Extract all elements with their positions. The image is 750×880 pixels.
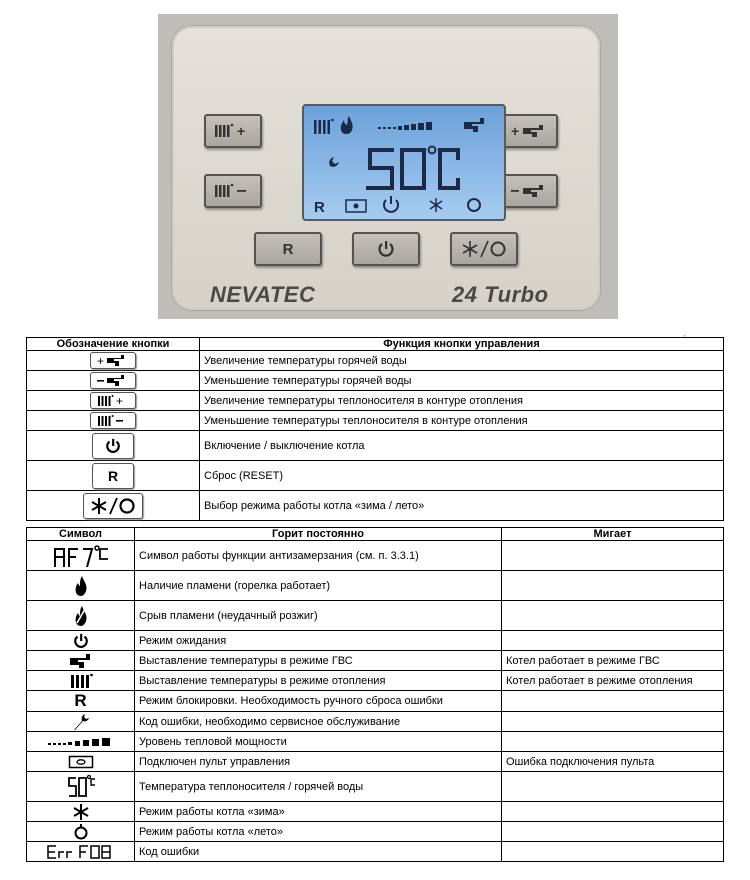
header-steady: Горит постоянно (135, 528, 502, 541)
table-row (27, 541, 724, 571)
symbol-blink-text: Котел работает в режиме отопления (502, 671, 724, 691)
symbol-steady-text: Символ работы функции антизамерзания (см. п. 3.3.1) (135, 541, 502, 571)
lcd-sun-icon (468, 199, 480, 211)
wrench-icon (73, 713, 89, 731)
tap-minus-icon (96, 374, 130, 387)
svg-text:+: + (116, 393, 124, 407)
symbol-steady-text: Подключен пульт управления (135, 752, 502, 772)
table-row (27, 772, 724, 802)
lcd-snowflake-icon (430, 198, 442, 212)
button-function-text: Уменьшение температуры теплоносителя в контуре отопления (200, 411, 724, 431)
symbol-steady-text: Наличие пламени (горелка работает) (135, 571, 502, 601)
lcd-reset-icon: R (314, 199, 325, 216)
symbol-steady-text: Режим ожидания (135, 631, 502, 651)
svg-text:+: + (97, 353, 105, 367)
reset-button[interactable] (254, 232, 322, 266)
radiator-plus-key (90, 392, 136, 409)
mode-key (83, 493, 143, 519)
symbol-steady-text: Режим работы котла «зима» (135, 802, 502, 822)
snowflake-sun-icon (461, 239, 507, 259)
table-row (27, 631, 724, 651)
radiator-plus-icon (96, 394, 130, 407)
snowflake-sun-icon (88, 496, 138, 516)
symbol-blink-text (502, 601, 724, 631)
symbols-table (26, 527, 724, 862)
dhw-plus-button[interactable] (500, 114, 558, 148)
radiator-minus-key (90, 412, 136, 429)
antifreeze-icon (51, 543, 111, 569)
heating-minus-button[interactable] (204, 174, 262, 208)
power-key (92, 433, 134, 459)
symbol-blink-text (502, 571, 724, 601)
power-icon (105, 438, 121, 454)
table-row (27, 391, 724, 411)
symbol-blink-text (502, 732, 724, 752)
table-row (27, 842, 724, 862)
lcd-radiator-icon (314, 119, 334, 134)
table-row (27, 571, 724, 601)
reset-button-label: R (282, 240, 294, 258)
table-row (27, 351, 724, 371)
tap-minus-icon (509, 182, 549, 200)
tap-icon (69, 653, 93, 669)
table-row (27, 822, 724, 842)
button-function-text: Уменьшение температуры горячей воды (200, 371, 724, 391)
symbol-steady-text: Режим работы котла «лето» (135, 822, 502, 842)
buttons-table-header (27, 338, 724, 351)
dhw-minus-button[interactable] (500, 174, 558, 208)
reset-key: R (92, 463, 134, 489)
table-row (27, 752, 724, 772)
lcd-power-icon (384, 196, 398, 212)
button-function-text: Выбор режима работы котла «зима / лето» (200, 491, 724, 521)
snowflake-icon (72, 803, 90, 821)
table-row (27, 461, 724, 491)
tap-plus-key (90, 352, 136, 369)
tap-plus-icon (509, 122, 549, 140)
mode-button[interactable] (450, 232, 518, 266)
lcd-temperature-readout (368, 147, 458, 189)
temperature-display-icon (66, 774, 96, 800)
lcd-display (302, 104, 506, 221)
table-row (27, 491, 724, 521)
symbol-blink-text: Котел работает в режиме ГВС (502, 651, 724, 671)
flame-failure-icon (74, 605, 88, 627)
radiator-minus-icon (213, 182, 253, 200)
table-row (27, 802, 724, 822)
power-level-icon (46, 736, 116, 748)
lcd-flame-failure-icon (341, 116, 353, 134)
table-row (27, 732, 724, 752)
symbol-blink-text (502, 802, 724, 822)
symbol-blink-text (502, 712, 724, 732)
button-function-text: Включение / выключение котла (200, 431, 724, 461)
button-function-text: Увеличение температуры теплоносителя в контуре отопления (200, 391, 724, 411)
stray-mark: ' (684, 334, 686, 343)
button-function-text: Увеличение температуры горячей воды (200, 351, 724, 371)
header-button-designation: Обозначение кнопки (27, 338, 200, 351)
symbol-steady-text: Выставление температуры в режиме отопления (135, 671, 502, 691)
flame-icon (74, 575, 88, 597)
power-button[interactable] (352, 232, 420, 266)
tap-plus-icon (96, 354, 130, 367)
tap-minus-key (90, 372, 136, 389)
symbol-steady-text: Код ошибки, необходимо сервисное обслуживание (135, 712, 502, 732)
table-row (27, 411, 724, 431)
symbol-steady-text: Выставление температуры в режиме ГВС (135, 651, 502, 671)
model-name: 24 Turbo (452, 282, 549, 307)
header-button-function: Функция кнопки управления (200, 338, 724, 351)
lcd-wrench-icon (318, 157, 339, 180)
power-icon (73, 633, 89, 649)
symbol-blink-text (502, 541, 724, 571)
buttons-table (26, 337, 724, 521)
table-row (27, 601, 724, 631)
power-icon (377, 240, 395, 258)
symbol-steady-text: Режим блокировки. Необходимость ручного сброса ошибки (135, 691, 502, 712)
svg-text:+: + (511, 123, 520, 139)
table-row (27, 712, 724, 732)
table-row (27, 371, 724, 391)
symbol-blink-text (502, 842, 724, 862)
reset-icon: R (74, 691, 87, 710)
symbol-blink-text (502, 772, 724, 802)
radiator-minus-icon (96, 414, 130, 427)
sun-icon (72, 823, 90, 841)
symbol-steady-text: Код ошибки (135, 842, 502, 862)
symbol-blink-text (502, 822, 724, 842)
symbols-table-header (27, 528, 724, 541)
table-row (27, 691, 724, 712)
remote-icon (68, 755, 94, 769)
symbol-steady-text: Температура теплоносителя / горячей воды (135, 772, 502, 802)
lcd-remote-icon (346, 200, 366, 212)
table-row (27, 651, 724, 671)
table-row (27, 671, 724, 691)
heating-plus-button[interactable] (204, 114, 262, 148)
button-function-text: Сброс (RESET) (200, 461, 724, 491)
header-symbol: Символ (27, 528, 135, 541)
symbol-steady-text: Уровень тепловой мощности (135, 732, 502, 752)
symbol-blink-text: Ошибка подключения пульта (502, 752, 724, 772)
radiator-icon (69, 673, 93, 689)
table-row (27, 431, 724, 461)
symbol-steady-text: Срыв пламени (неудачный розжиг) (135, 601, 502, 631)
control-panel-photo (158, 14, 618, 319)
symbol-blink-text (502, 631, 724, 651)
lcd-tap-icon (464, 118, 484, 132)
radiator-plus-icon (213, 122, 253, 140)
symbol-blink-text (502, 691, 724, 712)
svg-text:+: + (237, 123, 246, 139)
header-blinking: Мигает (502, 528, 724, 541)
control-panel (172, 26, 600, 310)
error-code-icon (46, 844, 116, 860)
brand-name: NEVATEC (210, 282, 316, 307)
lcd-power-level-icon (378, 122, 432, 130)
